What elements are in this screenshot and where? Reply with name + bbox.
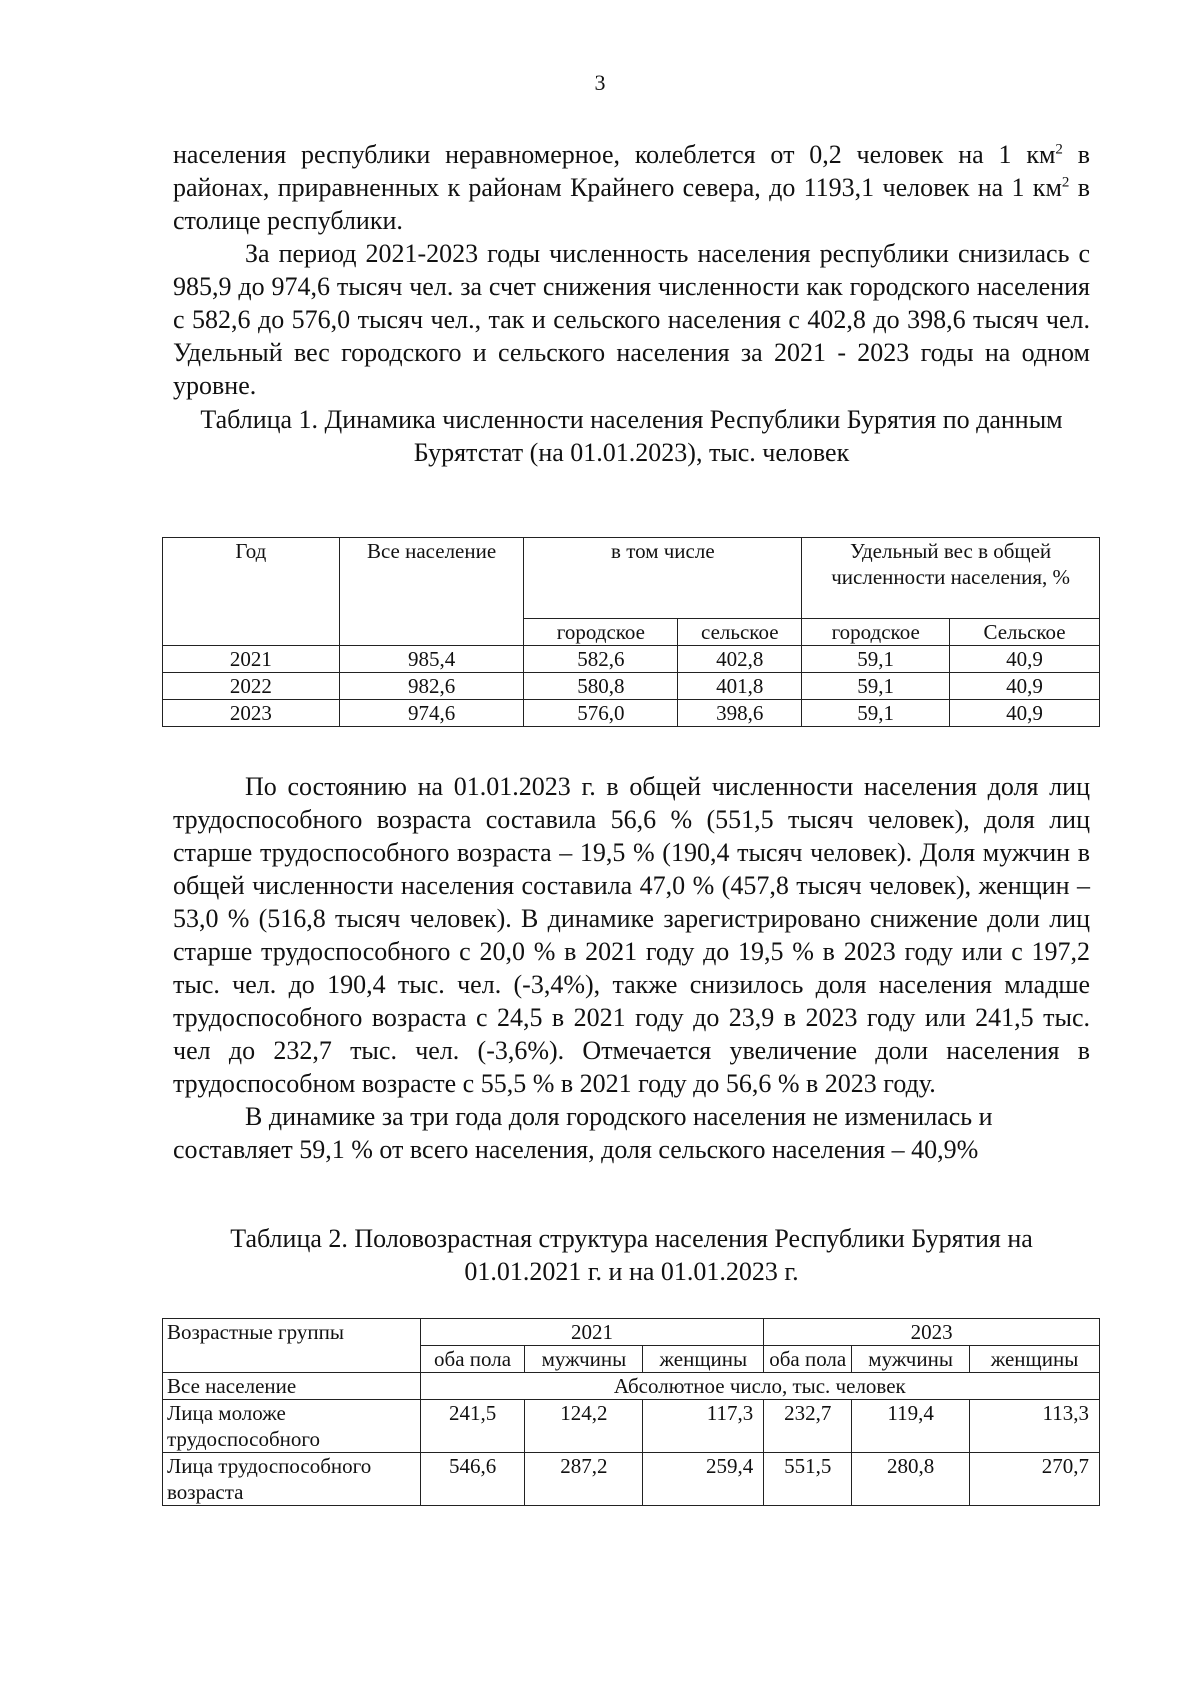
header-including: в том числе [524,538,802,619]
header-men: мужчины [525,1346,643,1373]
header-both-sexes: оба пола [420,1346,525,1373]
header-rural: сельское [678,619,802,646]
table-row: Лица трудоспособного возраста 546,6 287,2 259,4 551,5 280,8 270,7 [163,1453,1100,1506]
paragraph-age-structure: По состоянию на 01.01.2023 г. в общей численности населения доля лиц трудоспособного возраста составила 56,6 % (551,5 тысяч человек), доля лиц старше трудоспособного возраста – 19,5 % (190,4 тысяч человек). Доля мужчин в общей численности населения составила 47,0 % (457,8 тысяч человек), женщин – 53,0 % (516,8 тысяч человек). В динамике зарегистрировано снижение доли лиц старше трудоспособного с 20,0 % в 2021 году до 19,5 % в 2023 году или с 197,2 тыс. чел. до 190,4 тыс. чел. (-3,4%), также снизилось доля населения младше трудоспособного возраста с 24,5 в 2021 году до 23,9 в 2023 году или 241,5 тыс. чел до 232,7 тыс. чел. (-3,6%). Отмечается увеличение доли населения в трудоспособном возрасте с 55,5 % в 2021 году до 56,6 % в 2023 году. [173,772,1090,1098]
paragraph-urban-share: В динамике за три года доля городского населения не изменилась и составляет 59,1 % от всего населения, доля сельского населения – 40,9% [173,1102,993,1164]
unit-label: Абсолютное число, тыс. человек [420,1373,1099,1400]
header-rural-share: Сельское [950,619,1100,646]
table2-caption: Таблица 2. Половозрастная структура населения Республики Бурятия на 01.01.2021 г. и на 01.01.2023 г. [230,1224,1033,1286]
header-urban: городское [524,619,678,646]
header-share: Удельный вес в общей численности населения, % [802,538,1100,619]
header-year-2021: 2021 [420,1319,764,1346]
header-total: Все население [339,538,524,646]
header-women: женщины [970,1346,1100,1373]
header-women: женщины [643,1346,764,1373]
header-men: мужчины [852,1346,970,1373]
table-row: 2021 985,4 582,6 402,8 59,1 40,9 [163,646,1100,673]
table-population-dynamics [162,537,1100,727]
header-year-2023: 2023 [764,1319,1100,1346]
table-row: 2023 974,6 576,0 398,6 59,1 40,9 [163,700,1100,727]
table-row: 2022 982,6 580,8 401,8 59,1 40,9 [163,673,1100,700]
header-urban-share: городское [802,619,950,646]
paragraph-period: За период 2021-2023 годы численность населения республики снизилась с 985,9 до 974,6 тысяч чел. за счет снижения численности как городского населения с 582,6 до 576,0 тысяч чел., так и сельского населения с 402,8 до 398,6 тысяч чел. Удельный вес городского и сельского населения за 2021 - 2023 годы на одном уровне. [173,239,1090,400]
page-number: 3 [594,70,606,95]
paragraph-density: населения республики неравномерное, колеблется от 0,2 человек на 1 $км^2$ в районах, приравненных к районам Крайнего севера, до 1193,1 человек на 1 $км^2$ в столице республики. [173,140,1091,235]
header-both-sexes: оба пола [764,1346,852,1373]
table-sex-age-structure [162,1318,1100,1506]
header-age-groups: Возрастные группы [163,1319,421,1373]
table-row: Лица моложе трудоспособного 241,5 124,2 117,3 232,7 119,4 113,3 [163,1400,1100,1453]
structure-text [173,770,1090,1166]
header-year: Год [163,538,340,646]
table1-caption: Таблица 1. Динамика численности населения Республики Бурятия по данным Бурятстат (на 01.01.2023), тыс. человек [200,405,1063,467]
intro-text [173,138,1090,402]
row-label-all: Все население [163,1373,421,1400]
